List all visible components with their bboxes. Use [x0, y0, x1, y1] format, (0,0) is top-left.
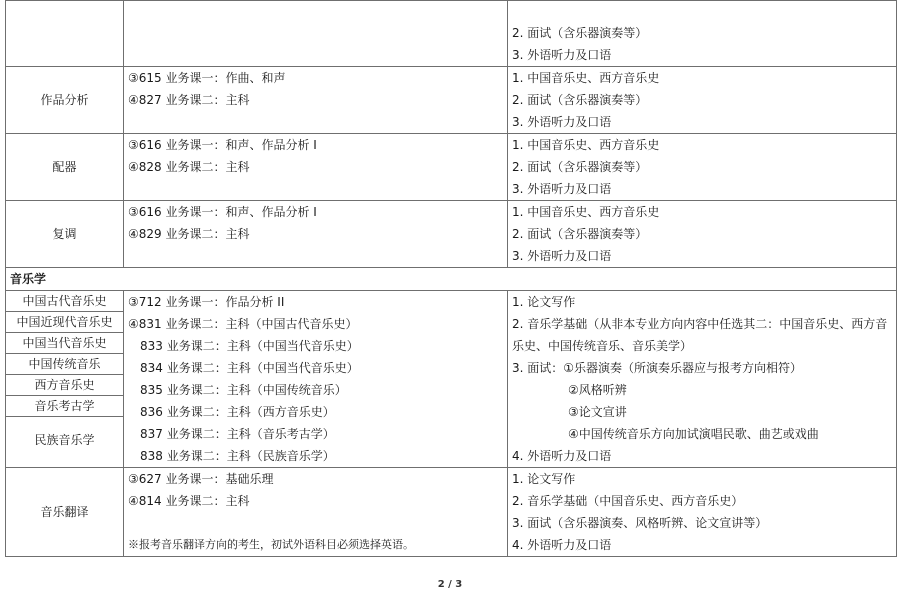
exam-item: 1. 中国音乐史、西方音乐史 [512, 205, 660, 219]
course-item: 834 业务课二：主科（中国当代音乐史） [140, 361, 359, 375]
direction-item: 中国当代音乐史 [6, 333, 123, 354]
exam-item: 2. 音乐学基础（中国音乐史、西方音乐史） [512, 494, 744, 508]
exam-item: 2. 面试（含乐器演奏等） [512, 227, 648, 241]
exam-item: 1. 中国音乐史、西方音乐史 [512, 71, 660, 85]
course-item: 838 业务课二：主科（民族音乐学） [140, 449, 335, 463]
exam-item: 3. 面试：①乐器演奏（所演奏乐器应与报考方向相符） [512, 361, 803, 375]
courses-cell [124, 1, 508, 67]
direction-item: 西方音乐史 [6, 375, 123, 396]
direction-cell: 作品分析 [6, 67, 124, 134]
exam-item: 3. 面试（含乐器演奏、风格听辨、论文宣讲等） [512, 516, 768, 530]
course-item: ④831 业务课二：主科（中国古代音乐史） [128, 317, 358, 331]
direction-item: 中国近现代音乐史 [6, 312, 123, 333]
direction-item: 中国传统音乐 [6, 354, 123, 375]
table-row [6, 468, 897, 557]
course-item: 835 业务课二：主科（中国传统音乐） [140, 383, 347, 397]
exam-item: 2. 面试（含乐器演奏等） [512, 26, 648, 40]
exam-item: 4. 外语听力及口语 [512, 538, 612, 552]
course-item: ③615 业务课一：作曲、和声 [128, 71, 286, 85]
course-item: 836 业务课二：主科（西方音乐史） [140, 405, 335, 419]
direction-cell: 音乐翻译 [6, 468, 124, 557]
exam-item: ④中国传统音乐方向加试演唱民歌、曲艺或戏曲 [568, 427, 819, 441]
course-item: ③616 业务课一：和声、作品分析 I [128, 205, 317, 219]
section-row [6, 268, 897, 291]
course-item: ③712 业务课一：作品分析 II [128, 295, 285, 309]
table-row [6, 134, 897, 201]
section-title: 音乐学 [6, 268, 897, 291]
exam-item: 3. 外语听力及口语 [512, 249, 612, 263]
course-item: ④827 业务课二：主科 [128, 93, 250, 107]
exam-item: 3. 外语听力及口语 [512, 182, 612, 196]
courses-cell [124, 201, 508, 268]
exam-item: 1. 论文写作 [512, 295, 576, 309]
courses-cell [124, 468, 508, 557]
spacer [128, 512, 507, 534]
exam-item: 1. 论文写作 [512, 472, 576, 486]
direction-item: 音乐考古学 [6, 396, 123, 417]
course-item: ③627 业务课一：基础乐理 [128, 472, 274, 486]
exams-cell [508, 468, 897, 557]
courses-cell [124, 134, 508, 201]
exam-item: 1. 中国音乐史、西方音乐史 [512, 138, 660, 152]
exams-cell [508, 201, 897, 268]
exams-cell [508, 1, 897, 67]
table-row [6, 201, 897, 268]
table-row [6, 291, 897, 468]
courses-cell [124, 291, 508, 468]
direction-item: 民族音乐学 [34, 433, 95, 447]
course-item: ④828 业务课二：主科 [128, 160, 250, 174]
exam-item: 2. 音乐学基础（从非本专业方向内容中任选其二：中国音乐史、西方音乐史、中国传统音乐、音乐美学） [512, 317, 888, 353]
table-row [6, 67, 897, 134]
exam-item: ②风格听辨 [568, 383, 627, 397]
direction-cell: 配器 [6, 134, 124, 201]
courses-cell [124, 67, 508, 134]
exams-cell [508, 291, 897, 468]
course-item: ③616 业务课一：和声、作品分析 I [128, 138, 317, 152]
page-number: 2 / 3 [437, 579, 463, 590]
exam-subject-table [5, 0, 897, 557]
course-item: 837 业务课二：主科（音乐考古学） [140, 427, 335, 441]
exam-item: 3. 外语听力及口语 [512, 115, 612, 129]
exams-cell [508, 67, 897, 134]
notice-text: ※报考音乐翻译方向的考生，初试外语科目必须选择英语。 [128, 538, 414, 551]
exam-item: 2. 面试（含乐器演奏等） [512, 160, 648, 174]
direction-list-cell [6, 291, 124, 468]
exams-cell [508, 134, 897, 201]
course-item: ④814 业务课二：主科 [128, 494, 250, 508]
exam-item: 4. 外语听力及口语 [512, 449, 612, 463]
direction-cell [6, 1, 124, 67]
course-item: ④829 业务课二：主科 [128, 227, 250, 241]
exam-item: 3. 外语听力及口语 [512, 48, 612, 62]
table-row [6, 1, 897, 67]
course-item: 833 业务课二：主科（中国当代音乐史） [140, 339, 359, 353]
exam-item: 2. 面试（含乐器演奏等） [512, 93, 648, 107]
direction-cell: 复调 [6, 201, 124, 268]
direction-item: 中国古代音乐史 [6, 291, 123, 312]
exam-item: ③论文宣讲 [568, 405, 627, 419]
